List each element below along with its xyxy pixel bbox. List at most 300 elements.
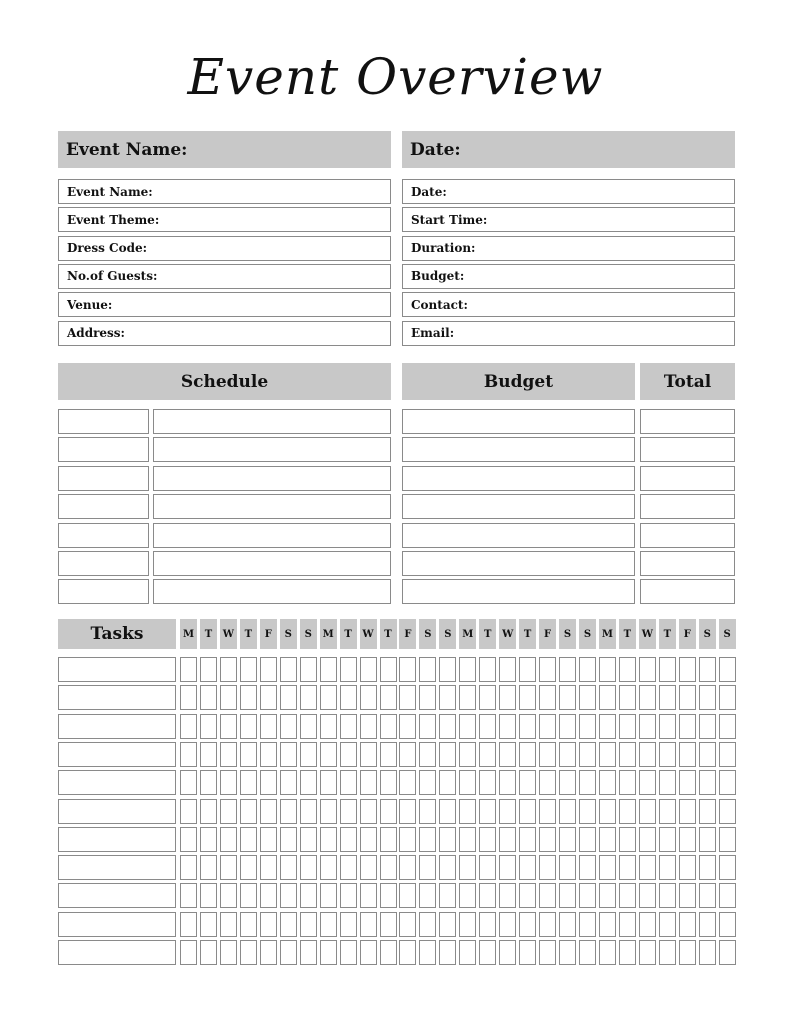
task-checkbox[interactable] [539, 685, 556, 710]
task-checkbox[interactable] [419, 855, 436, 880]
event-field-right[interactable]: Contact: [402, 292, 735, 317]
task-checkbox[interactable] [260, 912, 277, 937]
task-checkbox[interactable] [639, 827, 656, 852]
task-checkbox[interactable] [699, 940, 716, 965]
task-checkbox[interactable] [679, 714, 696, 739]
task-checkbox[interactable] [459, 657, 476, 682]
schedule-time-cell[interactable] [58, 494, 149, 519]
task-checkbox[interactable] [220, 855, 237, 880]
task-checkbox[interactable] [639, 714, 656, 739]
task-name-cell[interactable] [58, 657, 176, 682]
task-checkbox[interactable] [499, 940, 516, 965]
task-checkbox[interactable] [260, 799, 277, 824]
task-checkbox[interactable] [519, 742, 536, 767]
task-checkbox[interactable] [240, 940, 257, 965]
task-checkbox[interactable] [579, 657, 596, 682]
task-checkbox[interactable] [699, 770, 716, 795]
task-checkbox[interactable] [459, 912, 476, 937]
schedule-activity-cell[interactable] [153, 523, 391, 548]
task-checkbox[interactable] [300, 883, 317, 908]
budget-total-cell[interactable] [640, 551, 735, 576]
event-field-left[interactable]: Dress Code: [58, 236, 391, 261]
task-name-cell[interactable] [58, 883, 176, 908]
task-checkbox[interactable] [280, 883, 297, 908]
task-name-cell[interactable] [58, 685, 176, 710]
task-checkbox[interactable] [579, 685, 596, 710]
task-checkbox[interactable] [419, 657, 436, 682]
event-field-right[interactable]: Duration: [402, 236, 735, 261]
task-checkbox[interactable] [439, 883, 456, 908]
task-checkbox[interactable] [220, 714, 237, 739]
task-checkbox[interactable] [220, 742, 237, 767]
task-checkbox[interactable] [679, 685, 696, 710]
task-checkbox[interactable] [220, 883, 237, 908]
task-checkbox[interactable] [340, 657, 357, 682]
task-name-cell[interactable] [58, 912, 176, 937]
task-name-cell[interactable] [58, 940, 176, 965]
task-checkbox[interactable] [479, 657, 496, 682]
task-checkbox[interactable] [559, 827, 576, 852]
task-checkbox[interactable] [659, 855, 676, 880]
task-checkbox[interactable] [679, 770, 696, 795]
budget-total-cell[interactable] [640, 409, 735, 434]
task-checkbox[interactable] [699, 855, 716, 880]
task-checkbox[interactable] [719, 799, 736, 824]
task-checkbox[interactable] [619, 940, 636, 965]
task-checkbox[interactable] [180, 714, 197, 739]
task-checkbox[interactable] [280, 657, 297, 682]
task-checkbox[interactable] [539, 940, 556, 965]
task-checkbox[interactable] [340, 883, 357, 908]
task-checkbox[interactable] [399, 799, 416, 824]
task-checkbox[interactable] [719, 912, 736, 937]
task-checkbox[interactable] [180, 940, 197, 965]
task-checkbox[interactable] [280, 940, 297, 965]
task-checkbox[interactable] [679, 657, 696, 682]
task-checkbox[interactable] [419, 883, 436, 908]
task-checkbox[interactable] [499, 827, 516, 852]
task-checkbox[interactable] [699, 912, 716, 937]
task-checkbox[interactable] [599, 827, 616, 852]
task-checkbox[interactable] [240, 770, 257, 795]
task-checkbox[interactable] [419, 714, 436, 739]
task-checkbox[interactable] [200, 799, 217, 824]
task-checkbox[interactable] [519, 714, 536, 739]
task-checkbox[interactable] [539, 827, 556, 852]
task-checkbox[interactable] [699, 657, 716, 682]
task-checkbox[interactable] [659, 883, 676, 908]
budget-item-cell[interactable] [402, 466, 635, 491]
task-checkbox[interactable] [639, 912, 656, 937]
task-checkbox[interactable] [240, 742, 257, 767]
task-checkbox[interactable] [380, 770, 397, 795]
task-checkbox[interactable] [300, 770, 317, 795]
task-checkbox[interactable] [180, 855, 197, 880]
task-checkbox[interactable] [539, 912, 556, 937]
task-checkbox[interactable] [340, 742, 357, 767]
task-checkbox[interactable] [459, 714, 476, 739]
task-checkbox[interactable] [699, 714, 716, 739]
task-checkbox[interactable] [599, 799, 616, 824]
task-checkbox[interactable] [300, 742, 317, 767]
task-checkbox[interactable] [399, 714, 416, 739]
task-checkbox[interactable] [519, 912, 536, 937]
task-checkbox[interactable] [419, 685, 436, 710]
task-checkbox[interactable] [499, 855, 516, 880]
task-checkbox[interactable] [320, 770, 337, 795]
schedule-time-cell[interactable] [58, 437, 149, 462]
task-checkbox[interactable] [320, 799, 337, 824]
task-checkbox[interactable] [599, 940, 616, 965]
task-checkbox[interactable] [340, 714, 357, 739]
task-checkbox[interactable] [659, 912, 676, 937]
task-checkbox[interactable] [419, 799, 436, 824]
task-checkbox[interactable] [599, 855, 616, 880]
task-checkbox[interactable] [360, 827, 377, 852]
task-checkbox[interactable] [659, 770, 676, 795]
task-checkbox[interactable] [260, 657, 277, 682]
task-checkbox[interactable] [519, 855, 536, 880]
task-checkbox[interactable] [499, 685, 516, 710]
task-checkbox[interactable] [280, 685, 297, 710]
event-field-left[interactable]: Venue: [58, 292, 391, 317]
task-checkbox[interactable] [220, 827, 237, 852]
budget-total-cell[interactable] [640, 523, 735, 548]
task-checkbox[interactable] [519, 827, 536, 852]
schedule-activity-cell[interactable] [153, 466, 391, 491]
task-checkbox[interactable] [419, 770, 436, 795]
task-checkbox[interactable] [180, 685, 197, 710]
task-checkbox[interactable] [639, 742, 656, 767]
task-checkbox[interactable] [579, 883, 596, 908]
task-checkbox[interactable] [200, 912, 217, 937]
task-checkbox[interactable] [459, 685, 476, 710]
schedule-time-cell[interactable] [58, 466, 149, 491]
task-checkbox[interactable] [559, 742, 576, 767]
task-checkbox[interactable] [340, 827, 357, 852]
event-field-right[interactable]: Date: [402, 179, 735, 204]
task-checkbox[interactable] [300, 855, 317, 880]
task-checkbox[interactable] [419, 742, 436, 767]
task-checkbox[interactable] [619, 714, 636, 739]
task-checkbox[interactable] [200, 714, 217, 739]
task-checkbox[interactable] [180, 827, 197, 852]
task-checkbox[interactable] [699, 883, 716, 908]
task-checkbox[interactable] [200, 827, 217, 852]
task-checkbox[interactable] [479, 940, 496, 965]
task-checkbox[interactable] [300, 912, 317, 937]
task-checkbox[interactable] [300, 714, 317, 739]
task-checkbox[interactable] [360, 657, 377, 682]
task-checkbox[interactable] [559, 855, 576, 880]
task-checkbox[interactable] [479, 714, 496, 739]
task-checkbox[interactable] [659, 799, 676, 824]
task-checkbox[interactable] [459, 799, 476, 824]
task-checkbox[interactable] [619, 912, 636, 937]
task-checkbox[interactable] [539, 770, 556, 795]
task-checkbox[interactable] [479, 685, 496, 710]
task-checkbox[interactable] [300, 827, 317, 852]
task-checkbox[interactable] [360, 742, 377, 767]
task-checkbox[interactable] [459, 940, 476, 965]
schedule-time-cell[interactable] [58, 579, 149, 604]
task-checkbox[interactable] [559, 685, 576, 710]
task-checkbox[interactable] [280, 799, 297, 824]
budget-item-cell[interactable] [402, 494, 635, 519]
task-checkbox[interactable] [320, 657, 337, 682]
task-checkbox[interactable] [240, 685, 257, 710]
task-name-cell[interactable] [58, 742, 176, 767]
task-checkbox[interactable] [360, 770, 377, 795]
task-name-cell[interactable] [58, 799, 176, 824]
task-checkbox[interactable] [240, 855, 257, 880]
task-checkbox[interactable] [300, 657, 317, 682]
event-field-right[interactable]: Email: [402, 321, 735, 346]
task-checkbox[interactable] [439, 799, 456, 824]
task-checkbox[interactable] [439, 742, 456, 767]
task-checkbox[interactable] [659, 742, 676, 767]
task-checkbox[interactable] [260, 714, 277, 739]
task-checkbox[interactable] [320, 685, 337, 710]
task-checkbox[interactable] [479, 912, 496, 937]
task-checkbox[interactable] [619, 827, 636, 852]
task-checkbox[interactable] [220, 940, 237, 965]
task-checkbox[interactable] [639, 685, 656, 710]
task-checkbox[interactable] [539, 855, 556, 880]
task-checkbox[interactable] [180, 770, 197, 795]
task-checkbox[interactable] [719, 657, 736, 682]
task-checkbox[interactable] [579, 855, 596, 880]
task-checkbox[interactable] [619, 799, 636, 824]
task-checkbox[interactable] [180, 883, 197, 908]
task-checkbox[interactable] [459, 855, 476, 880]
task-checkbox[interactable] [180, 657, 197, 682]
budget-item-cell[interactable] [402, 551, 635, 576]
task-checkbox[interactable] [459, 742, 476, 767]
task-checkbox[interactable] [579, 770, 596, 795]
task-checkbox[interactable] [439, 770, 456, 795]
task-checkbox[interactable] [200, 657, 217, 682]
task-checkbox[interactable] [639, 770, 656, 795]
task-checkbox[interactable] [419, 940, 436, 965]
task-checkbox[interactable] [200, 855, 217, 880]
task-checkbox[interactable] [679, 855, 696, 880]
task-checkbox[interactable] [619, 685, 636, 710]
task-checkbox[interactable] [719, 940, 736, 965]
task-checkbox[interactable] [260, 883, 277, 908]
task-checkbox[interactable] [399, 770, 416, 795]
task-name-cell[interactable] [58, 714, 176, 739]
task-checkbox[interactable] [380, 940, 397, 965]
task-checkbox[interactable] [439, 827, 456, 852]
task-checkbox[interactable] [340, 912, 357, 937]
task-checkbox[interactable] [320, 855, 337, 880]
task-checkbox[interactable] [260, 742, 277, 767]
task-checkbox[interactable] [280, 827, 297, 852]
event-field-left[interactable]: No.of Guests: [58, 264, 391, 289]
task-checkbox[interactable] [699, 827, 716, 852]
task-checkbox[interactable] [260, 770, 277, 795]
task-checkbox[interactable] [659, 685, 676, 710]
task-checkbox[interactable] [499, 770, 516, 795]
task-checkbox[interactable] [360, 855, 377, 880]
task-checkbox[interactable] [439, 685, 456, 710]
task-checkbox[interactable] [260, 940, 277, 965]
task-checkbox[interactable] [579, 714, 596, 739]
task-checkbox[interactable] [579, 940, 596, 965]
task-checkbox[interactable] [679, 912, 696, 937]
task-checkbox[interactable] [280, 912, 297, 937]
task-checkbox[interactable] [519, 940, 536, 965]
task-checkbox[interactable] [360, 912, 377, 937]
task-checkbox[interactable] [559, 799, 576, 824]
task-checkbox[interactable] [320, 714, 337, 739]
schedule-activity-cell[interactable] [153, 494, 391, 519]
task-checkbox[interactable] [559, 883, 576, 908]
task-checkbox[interactable] [399, 742, 416, 767]
budget-item-cell[interactable] [402, 437, 635, 462]
task-checkbox[interactable] [479, 799, 496, 824]
task-checkbox[interactable] [200, 770, 217, 795]
task-checkbox[interactable] [380, 883, 397, 908]
task-checkbox[interactable] [699, 685, 716, 710]
task-checkbox[interactable] [559, 714, 576, 739]
task-checkbox[interactable] [579, 912, 596, 937]
task-checkbox[interactable] [300, 940, 317, 965]
task-checkbox[interactable] [479, 742, 496, 767]
budget-item-cell[interactable] [402, 579, 635, 604]
task-checkbox[interactable] [340, 855, 357, 880]
task-checkbox[interactable] [719, 770, 736, 795]
task-checkbox[interactable] [719, 742, 736, 767]
task-checkbox[interactable] [399, 855, 416, 880]
task-checkbox[interactable] [479, 770, 496, 795]
task-checkbox[interactable] [499, 799, 516, 824]
task-checkbox[interactable] [340, 940, 357, 965]
schedule-activity-cell[interactable] [153, 409, 391, 434]
schedule-time-cell[interactable] [58, 523, 149, 548]
task-checkbox[interactable] [399, 657, 416, 682]
task-checkbox[interactable] [599, 714, 616, 739]
task-checkbox[interactable] [240, 827, 257, 852]
task-checkbox[interactable] [659, 940, 676, 965]
task-checkbox[interactable] [340, 685, 357, 710]
task-checkbox[interactable] [240, 912, 257, 937]
task-checkbox[interactable] [539, 883, 556, 908]
schedule-time-cell[interactable] [58, 409, 149, 434]
task-checkbox[interactable] [439, 855, 456, 880]
schedule-activity-cell[interactable] [153, 437, 391, 462]
task-checkbox[interactable] [519, 657, 536, 682]
task-checkbox[interactable] [399, 883, 416, 908]
task-checkbox[interactable] [200, 742, 217, 767]
task-checkbox[interactable] [559, 657, 576, 682]
task-checkbox[interactable] [280, 714, 297, 739]
task-checkbox[interactable] [180, 742, 197, 767]
task-checkbox[interactable] [260, 685, 277, 710]
task-checkbox[interactable] [519, 770, 536, 795]
task-checkbox[interactable] [240, 714, 257, 739]
task-checkbox[interactable] [659, 714, 676, 739]
task-checkbox[interactable] [220, 912, 237, 937]
task-checkbox[interactable] [180, 799, 197, 824]
task-name-cell[interactable] [58, 827, 176, 852]
task-checkbox[interactable] [180, 912, 197, 937]
task-checkbox[interactable] [539, 657, 556, 682]
task-checkbox[interactable] [399, 940, 416, 965]
task-checkbox[interactable] [639, 657, 656, 682]
task-checkbox[interactable] [360, 685, 377, 710]
task-checkbox[interactable] [340, 770, 357, 795]
schedule-activity-cell[interactable] [153, 551, 391, 576]
event-field-left[interactable]: Address: [58, 321, 391, 346]
task-checkbox[interactable] [360, 714, 377, 739]
task-checkbox[interactable] [260, 855, 277, 880]
task-checkbox[interactable] [300, 685, 317, 710]
budget-total-cell[interactable] [640, 579, 735, 604]
event-field-left[interactable]: Event Theme: [58, 207, 391, 232]
task-checkbox[interactable] [519, 685, 536, 710]
task-checkbox[interactable] [639, 855, 656, 880]
task-checkbox[interactable] [220, 799, 237, 824]
task-checkbox[interactable] [340, 799, 357, 824]
task-checkbox[interactable] [320, 940, 337, 965]
budget-item-cell[interactable] [402, 409, 635, 434]
task-checkbox[interactable] [639, 799, 656, 824]
task-checkbox[interactable] [719, 855, 736, 880]
task-checkbox[interactable] [220, 770, 237, 795]
schedule-activity-cell[interactable] [153, 579, 391, 604]
task-checkbox[interactable] [399, 685, 416, 710]
task-checkbox[interactable] [659, 827, 676, 852]
event-field-right[interactable]: Budget: [402, 264, 735, 289]
task-checkbox[interactable] [719, 714, 736, 739]
task-checkbox[interactable] [260, 827, 277, 852]
task-checkbox[interactable] [439, 714, 456, 739]
task-checkbox[interactable] [360, 940, 377, 965]
budget-total-cell[interactable] [640, 466, 735, 491]
task-checkbox[interactable] [659, 657, 676, 682]
task-checkbox[interactable] [479, 855, 496, 880]
task-checkbox[interactable] [200, 940, 217, 965]
task-checkbox[interactable] [220, 685, 237, 710]
task-name-cell[interactable] [58, 855, 176, 880]
task-checkbox[interactable] [360, 883, 377, 908]
task-checkbox[interactable] [679, 742, 696, 767]
task-checkbox[interactable] [419, 827, 436, 852]
task-checkbox[interactable] [300, 799, 317, 824]
task-checkbox[interactable] [579, 827, 596, 852]
task-checkbox[interactable] [599, 685, 616, 710]
task-checkbox[interactable] [499, 657, 516, 682]
task-checkbox[interactable] [599, 912, 616, 937]
task-checkbox[interactable] [539, 742, 556, 767]
task-checkbox[interactable] [240, 657, 257, 682]
task-checkbox[interactable] [499, 742, 516, 767]
task-checkbox[interactable] [559, 770, 576, 795]
task-checkbox[interactable] [280, 855, 297, 880]
task-checkbox[interactable] [699, 799, 716, 824]
task-checkbox[interactable] [619, 855, 636, 880]
task-checkbox[interactable] [679, 827, 696, 852]
budget-item-cell[interactable] [402, 523, 635, 548]
task-checkbox[interactable] [679, 883, 696, 908]
task-checkbox[interactable] [380, 912, 397, 937]
task-checkbox[interactable] [479, 883, 496, 908]
task-checkbox[interactable] [320, 883, 337, 908]
task-checkbox[interactable] [539, 714, 556, 739]
task-checkbox[interactable] [399, 912, 416, 937]
